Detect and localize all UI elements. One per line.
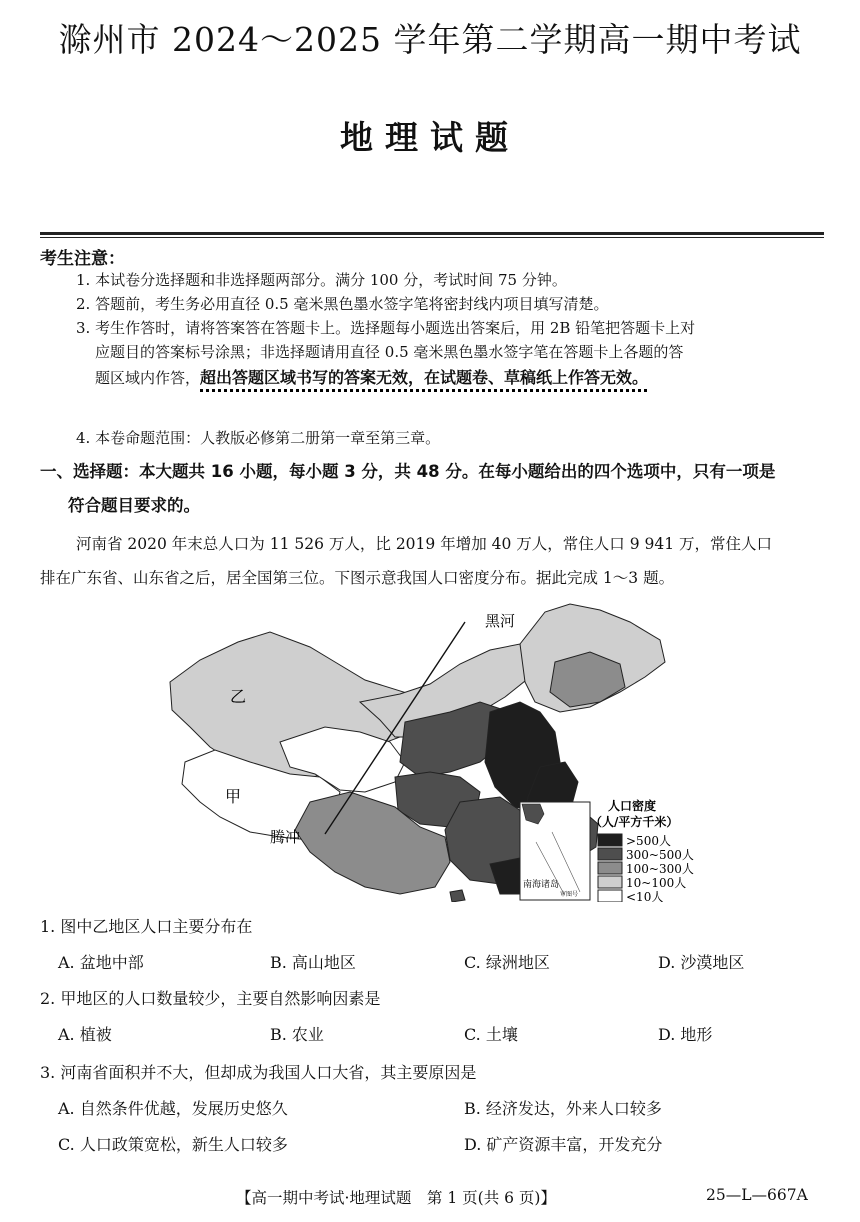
intro-paragraph-line-1: 河南省 2020 年末总人口为 11 526 万人，比 2019 年增加 40 万人，常住人口 9 941 万，常住人口 [76,535,772,553]
notice-item-3-prefix: 题区域内作答， [95,369,201,387]
inset-small-text: 审图号 [560,891,579,898]
notice-heading: 考生注意： [40,249,125,269]
question-2-option-c: C. 土壤 [464,1025,518,1044]
legend-swatch-0 [598,834,622,846]
legend-label-0: >500人 [626,834,671,848]
question-2-option-b: B. 农业 [270,1025,324,1044]
question-2-option-d: D. 地形 [658,1025,713,1044]
map-label-yi: 乙 [230,687,247,706]
notice-item-2: 2. 答题前，考生务必用直径 0.5 毫米黑色墨水签字笔将密封线内项目填写清楚。 [76,295,609,313]
question-3-stem: 3. 河南省面积并不大，但却成为我国人口大省，其主要原因是 [40,1063,477,1082]
section-1-heading-line-2: 符合题目要求的。 [68,496,200,515]
question-3-option-d: D. 矿产资源丰富，开发充分 [464,1135,663,1154]
legend-label-3: 10~100人 [626,876,687,890]
map-inset [520,802,590,900]
intro-paragraph-line-2: 排在广东省、山东省之后，居全国第三位。下图示意我国人口密度分布。据此完成 1～3 题。 [40,569,675,587]
divider-thick [40,232,824,235]
notice-item-1: 1. 本试卷分选择题和非选择题两部分。满分 100 分，考试时间 75 分钟。 [76,271,567,289]
footer-page-info: 【高一期中考试·地理试题 第 1 页(共 6 页)】 [236,1189,556,1207]
notice-item-3-line-1: 3. 考生作答时，请将答案答在答题卡上。选择题每小题选出答案后，用 2B 铅笔把答题卡上对 [76,319,696,337]
legend-swatch-3 [598,876,622,888]
inset-label: 南海诸岛 [523,880,560,890]
exam-title: 滁州市 2024～2025 学年第二学期高一期中考试 [58,20,802,59]
question-1-option-d: D. 沙漠地区 [658,953,745,972]
question-1-option-a: A. 盆地中部 [58,953,144,972]
question-1-option-c: C. 绿洲地区 [464,953,550,972]
question-1-option-b: B. 高山地区 [270,953,356,972]
map-label-jia: 甲 [225,787,242,806]
divider-thin [40,237,824,238]
question-2-option-a: A. 植被 [58,1025,112,1044]
legend-label-2: 100~300人 [626,862,694,876]
footer-code: 25—L—667A [706,1186,808,1204]
subject-title: 地理试题 [340,118,520,157]
map-label-heihe: 黑河 [485,612,516,630]
legend-label-1: 300~500人 [626,848,694,862]
notice-item-3-line-2: 应题目的答案标号涂黑；非选择题请用直径 0.5 毫米黑色墨水签字笔在答题卡上各题的答 [95,343,684,361]
notice-item-3-line-3 [95,366,648,390]
map-region-hainan [450,890,465,902]
section-1-heading-line-1: 一、选择题：本大题共 16 小题，每小题 3 分，共 48 分。在每小题给出的四个选项中，只有一项是 [40,462,776,481]
map-label-tengchong: 腾冲 [270,828,301,846]
population-density-map [160,602,720,902]
legend-swatch-2 [598,862,622,874]
legend-label-4: <10人 [626,890,664,902]
legend-title: 人口密度 [608,799,657,813]
legend-unit: （人/平方千米） [590,815,679,829]
legend-swatch-1 [598,848,622,860]
notice-item-4: 4. 本卷命题范围：人教版必修第二册第一章至第三章。 [76,429,441,447]
question-3-option-a: A. 自然条件优越，发展历史悠久 [58,1099,288,1118]
question-3-option-b: B. 经济发达，外来人口较多 [464,1099,662,1118]
map-legend [590,798,694,902]
question-3-option-c: C. 人口政策宽松，新生人口较多 [58,1135,288,1154]
question-2-stem: 2. 甲地区的人口数量较少，主要自然影响因素是 [40,989,381,1008]
question-1-stem: 1. 图中乙地区人口主要分布在 [40,917,253,936]
legend-swatch-4 [598,890,622,902]
notice-emphasis: 超出答题区域书写的答案无效，在试题卷、草稿纸上作答无效。 [200,368,649,387]
